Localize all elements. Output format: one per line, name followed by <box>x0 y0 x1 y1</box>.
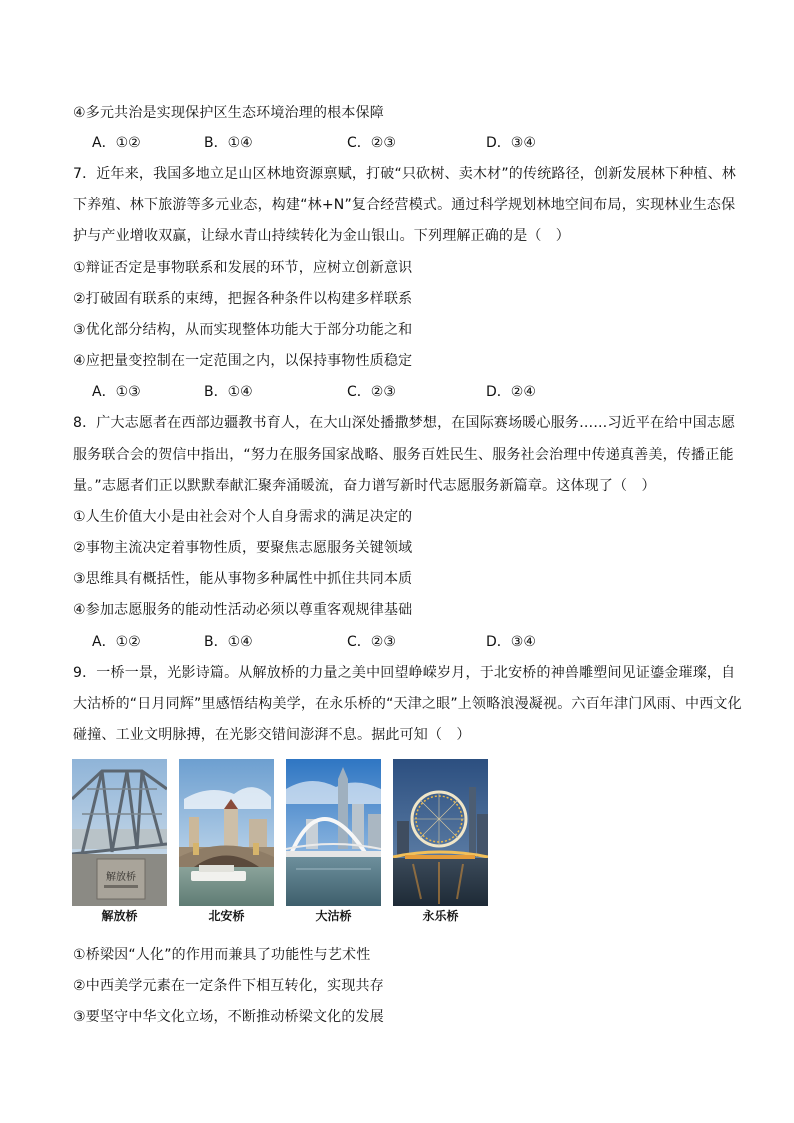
q7-item-4: ④应把量变控制在一定范围之内，以保持事物性质稳定 <box>73 353 413 369</box>
q6-option-d: D．③④ <box>486 135 536 151</box>
q9-stem-line-3: 碰撞、工业文明脉搏，在光影交错间澎湃不息。据此可知（ ） <box>73 727 471 743</box>
q6-option-b: B．①④ <box>204 135 253 151</box>
q8-option-c: C．②③ <box>347 634 396 650</box>
q7-stem-line-2: 下养殖、林下旅游等多元业态，构建“林+N”复合经营模式。通过科学规划林地空间布局，实现林业生态保 <box>73 197 736 213</box>
q8-item-1: ①人生价值大小是由社会对个人自身需求的满足决定的 <box>73 509 413 525</box>
q7-item-1: ①辩证否定是事物联系和发展的环节，应树立创新意识 <box>73 260 413 276</box>
q6-option-c: C．②③ <box>347 135 396 151</box>
bridge-sign-text: 解放桥 <box>106 872 136 883</box>
q8-stem-line-1: 8．广大志愿者在西部边疆教书育人，在大山深处播撒梦想，在国际赛场暖心服务……习近平在给中国志愿 <box>73 415 736 431</box>
caption-dagu-bridge: 大沽桥 <box>315 909 352 923</box>
q7-stem-line-3: 护与产业增收双赢，让绿水青山持续转化为金山银山。下列理解正确的是（ ） <box>73 228 570 244</box>
caption-yongle-bridge: 永乐桥 <box>422 909 459 923</box>
q8-option-a: A．①② <box>92 634 141 650</box>
photo-yongle-bridge <box>393 759 488 906</box>
q8-stem-line-3: 量。”志愿者们正以默默奉献汇聚奔涌暖流，奋力谱写新时代志愿服务新篇章。这体现了（ ） <box>73 478 656 494</box>
q8-item-4: ④参加志愿服务的能动性活动必须以尊重客观规律基础 <box>73 602 413 618</box>
photo-beian-bridge <box>179 759 274 906</box>
q7-option-b: B．①④ <box>204 384 253 400</box>
photo-jiefang-bridge <box>72 759 167 906</box>
q8-option-d: D．③④ <box>486 634 536 650</box>
q8-item-3: ③思维具有概括性，能从事物多种属性中抓住共同本质 <box>73 571 413 587</box>
q9-item-2: ②中西美学元素在一定条件下相互转化，实现共存 <box>73 978 384 994</box>
q7-option-d: D．②④ <box>486 384 536 400</box>
q6-option-a: A．①② <box>92 135 141 151</box>
q8-stem-line-2: 服务联合会的贺信中指出，“努力在服务国家战略、服务百姓民生、服务社会治理中传递真善美，传播正能 <box>73 447 734 463</box>
q8-item-2: ②事物主流决定着事物性质，要聚焦志愿服务关键领域 <box>73 540 413 556</box>
q7-item-3: ③优化部分结构，从而实现整体功能大于部分功能之和 <box>73 322 413 338</box>
caption-jiefang-bridge: 解放桥 <box>101 909 138 923</box>
q7-item-2: ②打破固有联系的束缚，把握各种条件以构建多样联系 <box>73 291 413 307</box>
q8-option-b: B．①④ <box>204 634 253 650</box>
photo-dagu-bridge <box>286 759 381 906</box>
q7-stem-line-1: 7．近年来，我国多地立足山区林地资源禀赋，打破“只砍树、卖木材”的传统路径，创新发展林下种植、林 <box>73 166 737 182</box>
q9-stem-line-1: 9．一桥一景，光影诗篇。从解放桥的力量之美中回望峥嵘岁月，于北安桥的神兽雕塑间见证鎏金璀璨，自 <box>73 665 736 681</box>
q9-item-3: ③要坚守中华文化立场，不断推动桥梁文化的发展 <box>73 1009 384 1025</box>
q7-option-a: A．①③ <box>92 384 141 400</box>
caption-beian-bridge: 北安桥 <box>208 909 245 923</box>
q9-item-1: ①桥梁因“人化”的作用而兼具了功能性与艺术性 <box>73 947 371 963</box>
q9-stem-line-2: 大沽桥的“日月同辉”里感悟结构美学，在永乐桥的“天津之眼”上领略浪漫凝视。六百年津门风雨、中西文化 <box>73 696 742 712</box>
q6-item-4: ④多元共治是实现保护区生态环境治理的根本保障 <box>73 105 384 121</box>
q7-option-c: C．②③ <box>347 384 396 400</box>
